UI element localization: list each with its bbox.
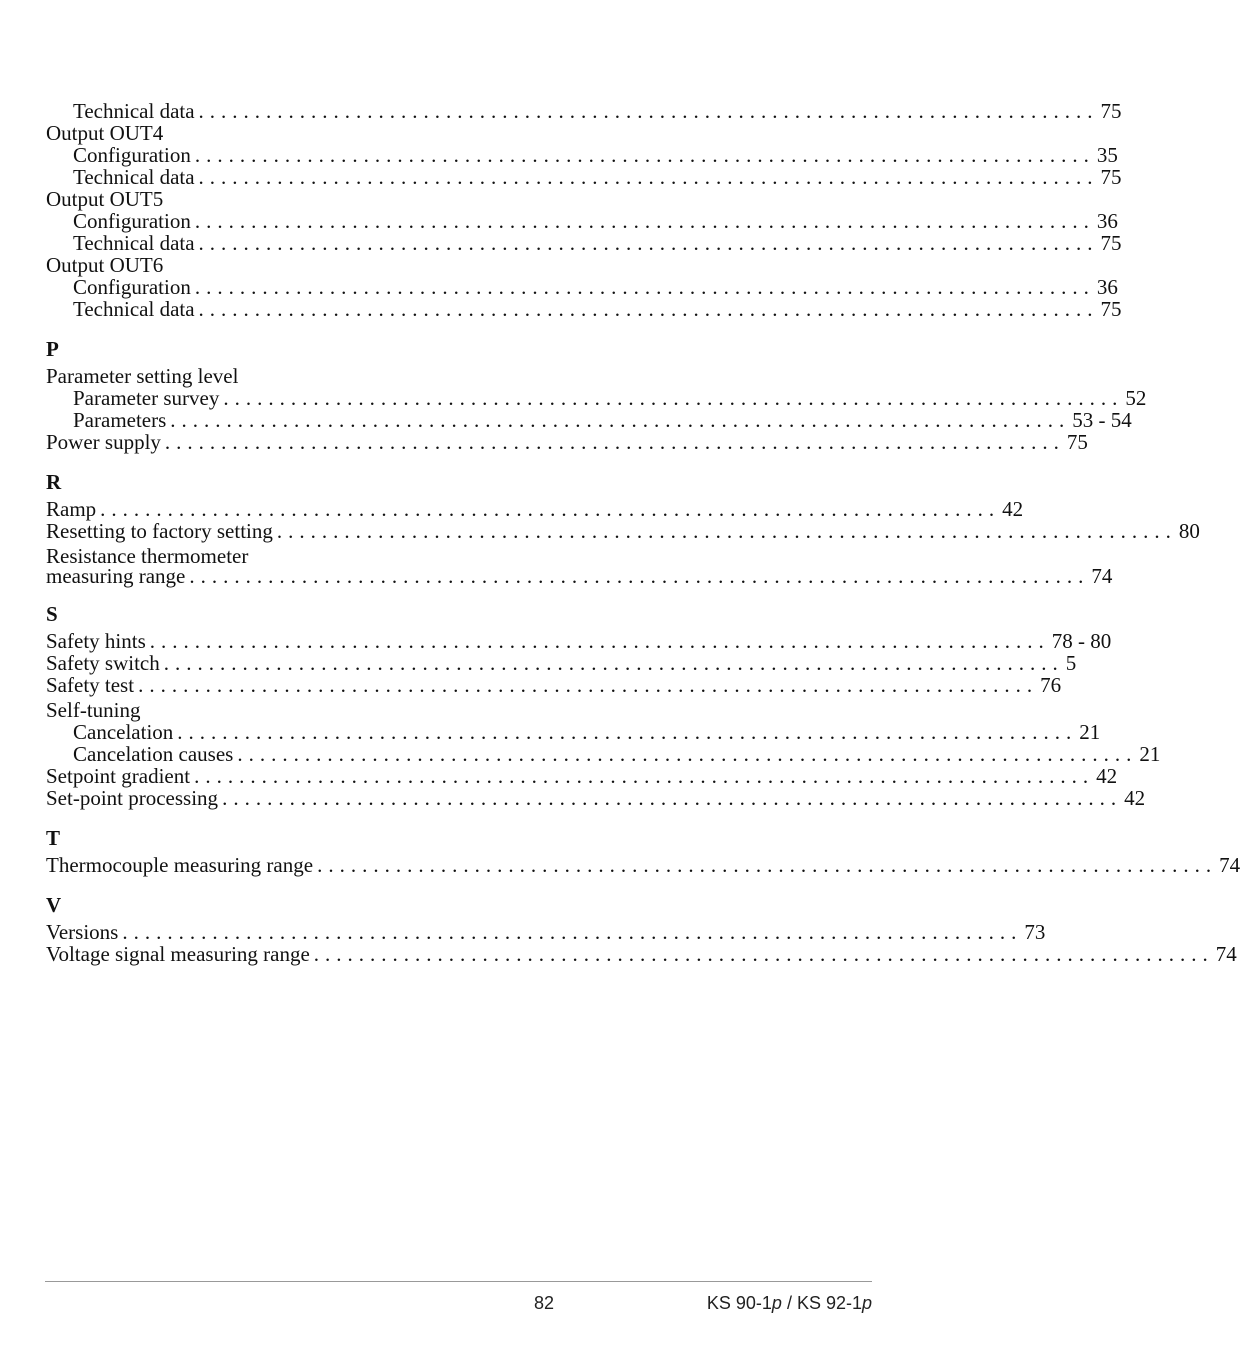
page-ref: 42: [1096, 764, 1118, 788]
dot-leader: ................................................................................: [164, 430, 1065, 454]
dot-leader: ................................................................................: [194, 764, 1095, 788]
page-ref: 78 - 80: [1051, 629, 1112, 653]
index-entry: [46, 920, 1046, 944]
index-list: [46, 99, 1240, 966]
index-entry: [46, 942, 1237, 966]
dot-leader: ................................................................................: [122, 920, 1023, 944]
index-topic: Output OUT4: [46, 121, 164, 145]
index-topic: Resistance thermometer: [46, 544, 249, 568]
index-entry: [46, 519, 1200, 543]
section-letter: R: [46, 470, 62, 494]
index-subentry: [46, 297, 1122, 321]
index-entry: [46, 786, 1146, 810]
page-ref: 75: [1100, 297, 1122, 321]
index-subentry: [46, 165, 1122, 189]
dot-leader: ................................................................................: [222, 786, 1123, 810]
page-ref: 42: [1124, 786, 1146, 810]
dot-leader: ................................................................................: [198, 165, 1099, 189]
page-number: 82: [534, 1293, 555, 1313]
dot-leader: ................................................................................: [149, 629, 1050, 653]
entry-label: Ramp: [46, 497, 97, 521]
page-ref: 75: [1100, 99, 1122, 123]
entry-label: Safety test: [46, 673, 135, 697]
index-subentry: [46, 99, 1122, 123]
page-ref: 75: [1066, 430, 1088, 454]
index-entry: [46, 497, 1024, 521]
dot-leader: ................................................................................: [276, 519, 1177, 543]
index-topic: Output OUT5: [46, 187, 164, 211]
dot-leader: ................................................................................: [317, 853, 1218, 877]
entry-label: Voltage signal measuring range: [46, 942, 310, 966]
footer-divider: [45, 1281, 872, 1282]
page-ref: 35: [1096, 143, 1118, 167]
dot-leader: ................................................................................: [223, 386, 1124, 410]
dot-leader: ................................................................................: [100, 497, 1001, 521]
index-subentry: [46, 231, 1122, 255]
entry-label: Parameter survey: [73, 386, 220, 410]
entry-label: measuring range: [46, 564, 186, 588]
section-letter: T: [46, 826, 61, 850]
page-ref: 42: [1002, 497, 1024, 521]
product-name-suffix-2: p: [861, 1293, 872, 1313]
page-ref: 74: [1215, 942, 1237, 966]
entry-label: Resetting to factory setting: [46, 519, 273, 543]
dot-leader: ................................................................................: [198, 99, 1099, 123]
entry-label: Cancelation: [73, 720, 174, 744]
index-subentry: [46, 386, 1147, 410]
entry-label: Technical data: [73, 99, 195, 123]
dot-leader: ................................................................................: [163, 651, 1064, 675]
index-topic: Self-tuning: [46, 698, 141, 722]
entry-label: Configuration: [73, 209, 191, 233]
dot-leader: ................................................................................: [313, 942, 1214, 966]
page-ref: 21: [1079, 720, 1101, 744]
index-entry: [46, 673, 1062, 697]
index-subentry: [46, 742, 1161, 766]
page-ref: 36: [1096, 275, 1118, 299]
index-entry: [46, 853, 1240, 877]
dot-leader: ................................................................................: [194, 143, 1095, 167]
index-subentry: [46, 143, 1118, 167]
page-ref: 52: [1125, 386, 1147, 410]
section-letter: S: [46, 602, 58, 626]
index-subentry: [46, 720, 1101, 744]
entry-label: Parameters: [73, 408, 167, 432]
page-ref: 5: [1065, 651, 1077, 675]
index-topic: Output OUT6: [46, 253, 164, 277]
entry-label: Technical data: [73, 297, 195, 321]
product-name: [707, 1293, 872, 1314]
product-name-part-1: KS 90-1: [706, 1293, 772, 1313]
entry-label: Configuration: [73, 275, 191, 299]
entry-label: Set-point processing: [46, 786, 219, 810]
entry-label: Technical data: [73, 165, 195, 189]
dot-leader: ................................................................................: [170, 408, 1071, 432]
product-name-suffix-1: p: [771, 1293, 782, 1313]
page-ref: 73: [1024, 920, 1046, 944]
index-subentry: [46, 209, 1118, 233]
index-subentry: [46, 408, 1132, 432]
dot-leader: ................................................................................: [177, 720, 1078, 744]
entry-label: Thermocouple measuring range: [46, 853, 314, 877]
dot-leader: ................................................................................: [138, 673, 1039, 697]
index-subentry: [46, 275, 1118, 299]
entry-label: Versions: [46, 920, 119, 944]
dot-leader: ................................................................................: [237, 742, 1138, 766]
page-ref: 53 - 54: [1072, 408, 1132, 432]
page-ref: 76: [1040, 673, 1062, 697]
index-entry: [46, 430, 1088, 454]
dot-leader: ................................................................................: [198, 231, 1099, 255]
index-entry: [46, 651, 1077, 675]
entry-label: Configuration: [73, 143, 191, 167]
page-ref: 74: [1091, 564, 1113, 588]
section-letter: P: [46, 337, 59, 361]
dot-leader: ................................................................................: [194, 209, 1095, 233]
index-topic: Parameter setting level: [46, 364, 239, 388]
index-entry: [46, 629, 1112, 653]
entry-label: Safety switch: [46, 651, 160, 675]
entry-label: Power supply: [46, 430, 161, 454]
entry-label: Setpoint gradient: [46, 764, 191, 788]
product-name-part-2: / KS 92-1: [781, 1293, 862, 1313]
entry-label: Technical data: [73, 231, 195, 255]
dot-leader: ................................................................................: [189, 564, 1090, 588]
entry-label: Cancelation causes: [73, 742, 234, 766]
entry-label: Safety hints: [46, 629, 146, 653]
page-ref: 75: [1100, 231, 1122, 255]
page-ref: 36: [1096, 209, 1118, 233]
page-ref: 74: [1219, 853, 1240, 877]
dot-leader: ................................................................................: [194, 275, 1095, 299]
dot-leader: ................................................................................: [198, 297, 1099, 321]
page-ref: 75: [1100, 165, 1122, 189]
index-entry: [46, 764, 1118, 788]
page-ref: 21: [1139, 742, 1161, 766]
index-entry: [46, 564, 1113, 588]
page-ref: 80: [1178, 519, 1200, 543]
section-letter: V: [46, 893, 62, 917]
